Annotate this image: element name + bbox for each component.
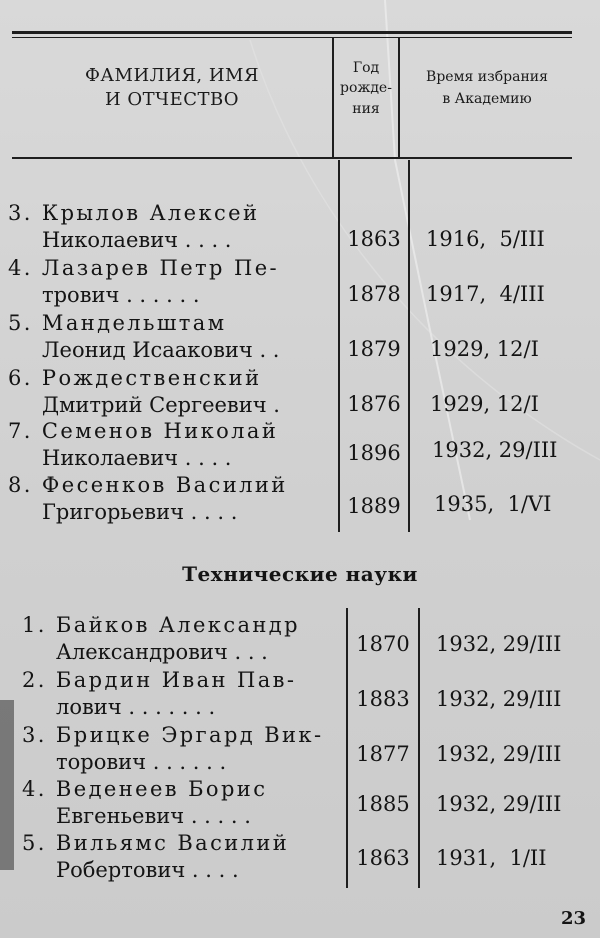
birth-year: 1879 <box>347 337 401 361</box>
member-name-line2: Дмитрий Сергеевич . <box>42 393 280 417</box>
birth-year: 1876 <box>347 392 401 416</box>
member-name-line2: Николаевич . . . . <box>42 228 232 252</box>
table-row <box>0 365 600 419</box>
birth-year: 1878 <box>347 282 401 306</box>
member-name <box>22 776 350 830</box>
column-header-election-line2: в Академию <box>442 91 532 108</box>
member-name-line2: Леонид Исаакович . . <box>42 338 280 362</box>
birth-year: 1870 <box>356 632 410 656</box>
member-name-line1: 2. Бардин Иван Пав- <box>22 668 297 692</box>
member-name <box>22 722 350 776</box>
member-name-line1: 4. Лазарев Петр Пе- <box>8 256 280 280</box>
member-name-line1: 6. Рождественский <box>8 366 262 390</box>
column-header-name <box>12 64 332 113</box>
member-name-line1: 7. Семенов Николай <box>8 419 279 443</box>
column-header-name-line2: И ОТЧЕСТВО <box>105 89 239 111</box>
birth-year: 1896 <box>347 441 401 465</box>
election-date: 1932, 29/III <box>432 438 558 462</box>
election-date: 1932, 29/III <box>436 792 562 816</box>
header-top-rule <box>12 31 572 34</box>
member-name <box>22 667 350 721</box>
table-row <box>0 776 600 830</box>
header-divider-2 <box>398 38 400 158</box>
member-name-line1: 5. Мандельштам <box>8 311 227 335</box>
table-row <box>0 722 600 776</box>
column-header-year <box>334 58 398 119</box>
member-name-line2: торович . . . . . . <box>56 750 227 774</box>
member-name-line2: Евгеньевич . . . . . <box>56 804 251 828</box>
member-name <box>22 612 350 666</box>
election-date: 1932, 29/III <box>436 742 562 766</box>
member-name-line1: 3. Брицке Эргард Вик- <box>22 723 324 747</box>
member-name-line2: Робертович . . . . <box>56 858 239 882</box>
column-header-election-line1: Время избрания <box>426 69 548 85</box>
table-row <box>0 612 600 666</box>
section-title: Технические науки <box>182 562 418 586</box>
member-name <box>8 418 336 472</box>
birth-year: 1863 <box>356 846 410 870</box>
member-name <box>8 310 336 364</box>
election-date: 1929, 12/I <box>430 392 539 416</box>
election-date: 1931, 1/II <box>436 846 547 870</box>
table-row <box>0 255 600 309</box>
member-name <box>8 200 336 254</box>
member-name-line2: Николаевич . . . . <box>42 446 232 470</box>
column-header-year-line1: Год <box>352 60 380 76</box>
table-row <box>0 667 600 721</box>
column-header-name-line1: ФАМИЛИЯ, ИМЯ <box>84 65 260 86</box>
table-row <box>0 418 600 472</box>
birth-year: 1885 <box>356 792 410 816</box>
member-name-line1: 8. Фесенков Василий <box>8 473 288 497</box>
page-number: 23 <box>560 908 586 929</box>
election-date: 1935, 1/VI <box>434 492 552 516</box>
header-top-rule-thin <box>12 37 572 38</box>
election-date: 1932, 29/III <box>436 687 562 711</box>
member-name-line1: 4. Веденеев Борис <box>22 777 268 801</box>
birth-year: 1877 <box>356 742 410 766</box>
table-row <box>0 200 600 254</box>
member-name-line2: трович . . . . . . <box>42 283 200 307</box>
member-name-line1: 3. Крылов Алексей <box>8 201 260 225</box>
member-name-line2: лович . . . . . . . <box>56 695 216 719</box>
table-row <box>0 310 600 364</box>
birth-year: 1863 <box>347 227 401 251</box>
birth-year: 1889 <box>347 494 401 518</box>
member-name-line1: 5. Вильямс Василий <box>22 831 290 855</box>
table-row <box>0 472 600 526</box>
member-name <box>22 830 350 884</box>
member-name-line2: Григорьевич . . . . <box>42 500 238 524</box>
column-header-year-line2: рожде- <box>340 80 392 97</box>
member-name-line1: 1. Байков Александр <box>22 613 300 637</box>
member-name <box>8 255 336 309</box>
header-bottom-rule <box>12 157 572 159</box>
column-header-election <box>402 66 572 111</box>
column-header-year-line3: ния <box>352 100 380 117</box>
member-name <box>8 472 336 526</box>
birth-year: 1883 <box>356 687 410 711</box>
member-name <box>8 365 336 419</box>
election-date: 1917, 4/III <box>426 282 545 306</box>
election-date: 1916, 5/III <box>426 227 545 251</box>
election-date: 1932, 29/III <box>436 632 562 656</box>
table-row <box>0 830 600 884</box>
election-date: 1929, 12/I <box>430 337 539 361</box>
member-name-line2: Александрович . . . <box>56 640 268 664</box>
